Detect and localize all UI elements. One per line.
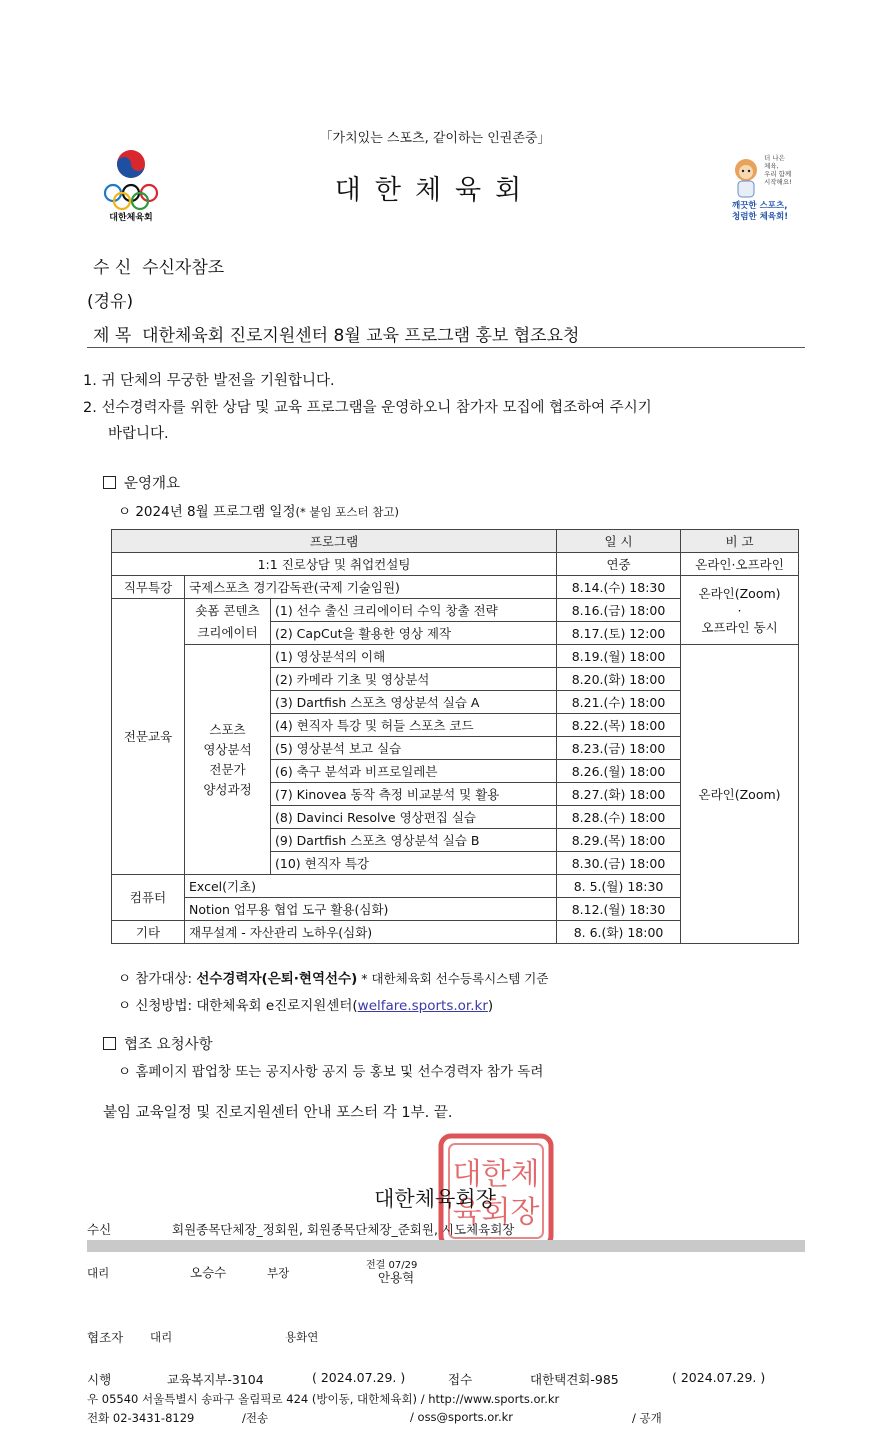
subcategory-cell: 스포츠 영상분석 전문가 양성과정 [185, 645, 271, 875]
exec-label: 시행 [87, 1372, 112, 1387]
subject-line: 제 목 대한체육회 진로지원센터 8월 교육 프로그램 홍보 협조요청 [93, 326, 580, 346]
subcategory-cell: 숏폼 콘텐츠 크리에이터 [185, 599, 271, 645]
svg-text:깨끗한 스포츠,: 깨끗한 스포츠, [732, 201, 788, 211]
svg-text:우리 함께: 우리 함께 [764, 170, 792, 178]
apply-line: ㅇ 신청방법: 대한체육회 e진로지원센터(welfare.sports.or.kr) [118, 998, 494, 1014]
header-date: 일 시 [557, 530, 681, 553]
checkbox-square-icon [103, 476, 116, 489]
manager-label: 부장 [267, 1266, 290, 1280]
table-row: 전문교육 숏폼 콘텐츠 크리에이터 (1) 선수 출신 크리에이터 수익 창출 전략 8.16.(금) 18:00 [112, 599, 799, 622]
body-line-2b: 바랍니다. [108, 426, 169, 442]
cooperation-heading: 협조 요청사항 [103, 1033, 213, 1054]
subject-value: 대한체육회 진로지원센터 8월 교육 프로그램 홍보 협조요청 [142, 326, 580, 346]
coop-role: 대리 [150, 1330, 173, 1344]
org-title: 대한체육회 [334, 175, 536, 206]
recv-number: 대한택견회-985 [530, 1372, 619, 1387]
table-row: (6) 축구 분석과 비프로일레븐 8.26.(월) 18:00 [112, 760, 799, 783]
cooperation-item: ㅇ 홈페이지 팝업창 또는 공지사항 공지 등 홍보 및 선수경력자 참가 독려 [118, 1064, 544, 1080]
recipient-value: 수신자참조 [142, 258, 225, 278]
table-row: (9) Dartfish 스포츠 영상분석 실습 B 8.29.(목) 18:00 [112, 829, 799, 852]
logo-caption: 대한체육회 [109, 213, 153, 223]
note-zoom-offline: 온라인(Zoom) · 오프라인 동시 [681, 576, 799, 645]
overview-heading: 운영개요 [103, 472, 180, 493]
table-header-row [112, 530, 799, 553]
table-row: (2) CapCut을 활용한 영상 제작 8.17.(토) 12:00 [112, 622, 799, 645]
fax: /전송 [242, 1411, 269, 1425]
table-row: (10) 현직자 특강 8.30.(금) 18:00 [112, 852, 799, 875]
welfare-link[interactable]: welfare.sports.or.kr [357, 998, 488, 1014]
table-row: (2) 카메라 기초 및 영상분석 8.20.(화) 18:00 [112, 668, 799, 691]
footer-divider-band [87, 1240, 805, 1252]
header-note: 비 고 [681, 530, 799, 553]
deputy-label: 대리 [87, 1266, 110, 1280]
svg-text:대한체: 대한체 [452, 1157, 540, 1192]
table-row: Notion 업무용 협업 도구 활용(심화) 8.12.(월) 18:30 [112, 898, 799, 921]
exec-date: ( 2024.07.29. ) [312, 1370, 406, 1385]
coop-name: 용화연 [285, 1330, 319, 1344]
attachment-line: 붙임 교육일정 및 진로지원센터 안내 포스터 각 1부. 끝. [103, 1105, 453, 1121]
slogan: 「가치있는 스포츠, 같이하는 인권존중」 [319, 131, 551, 146]
svg-text:체육,: 체육, [764, 162, 779, 170]
table-row: (4) 현직자 특강 및 허들 스포츠 코드 8.22.(목) 18:00 [112, 714, 799, 737]
table-row: 컴퓨터 Excel(기초) 8. 5.(월) 18:30 [112, 875, 799, 898]
table-row: 스포츠 영상분석 전문가 양성과정 (1) 영상분석의 이해 8.19.(월) 18:00 온라인(Zoom) [112, 645, 799, 668]
category-cell: 기타 [112, 921, 185, 944]
decision-note: 전결 07/29 [366, 1260, 418, 1271]
recipient-line: 수 신 수신자참조 [93, 258, 225, 278]
table-row: (8) Davinci Resolve 영상편집 실습 8.28.(수) 18:00 [112, 806, 799, 829]
public-status: / 공개 [632, 1411, 662, 1425]
table-row: 기타 재무설계 - 자산관리 노하우(심화) 8. 6.(화) 18:00 [112, 921, 799, 944]
svg-text:육회장: 육회장 [452, 1195, 540, 1230]
email: / oss@sports.or.kr [410, 1410, 514, 1424]
svg-text:더 나은: 더 나은 [764, 154, 785, 162]
header-program: 프로그램 [112, 530, 557, 553]
recv-date: ( 2024.07.29. ) [672, 1370, 766, 1385]
checkbox-square-icon [103, 1037, 116, 1050]
footer-recv-label: 수신 [87, 1222, 112, 1237]
svg-text:청렴한 체육회!: 청렴한 체육회! [732, 212, 789, 222]
body-line-2: 2. 선수경력자를 위한 상담 및 교육 프로그램을 운영하오니 참가자 모집에 협조하여 주시기 [83, 400, 652, 416]
schedule-table [111, 529, 799, 944]
note-zoom: 온라인(Zoom) [681, 645, 799, 944]
mascot-icon [728, 150, 808, 222]
category-cell: 전문교육 [112, 599, 185, 875]
president-signature: 대한체육회장 [374, 1187, 496, 1211]
recv-no-label: 접수 [448, 1372, 473, 1387]
schedule-intro: ㅇ 2024년 8월 프로그램 일정(* 붙임 포스터 참고) [118, 504, 399, 520]
body-line-1: 1. 귀 단체의 무궁한 발전을 기원합니다. [83, 373, 335, 389]
manager-name: 안용혁 [378, 1270, 415, 1285]
table-row: (7) Kinovea 동작 측정 비교분석 및 활용 8.27.(화) 18:00 [112, 783, 799, 806]
table-row: 직무특강 국제스포츠 경기감독관(국제 기술임원) 8.14.(수) 18:30 온라인(Zoom) · 오프라인 동시 [112, 576, 799, 599]
deputy-name: 오승수 [190, 1265, 227, 1280]
footer-recv-value: 회원종목단체장_정회원, 회원종목단체장_준회원, 시도체육회장 [172, 1222, 515, 1237]
phone: 전화 02-3431-8129 [87, 1411, 195, 1425]
address-line: 우 05540 서울특별시 송파구 올림픽로 424 (방이동, 대한체육회) / http://www.sports.or.kr [87, 1392, 560, 1406]
coop-label: 협조자 [87, 1330, 124, 1345]
category-cell: 직무특강 [112, 576, 185, 599]
table-row: (3) Dartfish 스포츠 영상분석 실습 A 8.21.(수) 18:00 [112, 691, 799, 714]
exec-number: 교육복지부-3104 [167, 1372, 264, 1387]
header-divider [87, 347, 805, 348]
category-cell: 컴퓨터 [112, 875, 185, 921]
via-line: (경유) [87, 292, 134, 312]
target-line: ㅇ 참가대상: 선수경력자(은퇴·현역선수) * 대한체육회 선수등록시스템 기준 [118, 971, 549, 987]
table-row: 1:1 진로상담 및 취업컨설팅 연중 온라인·오프라인 [112, 553, 799, 576]
table-row: (5) 영상분석 보고 실습 8.23.(금) 18:00 [112, 737, 799, 760]
svg-text:시작해요!: 시작해요! [764, 178, 792, 186]
